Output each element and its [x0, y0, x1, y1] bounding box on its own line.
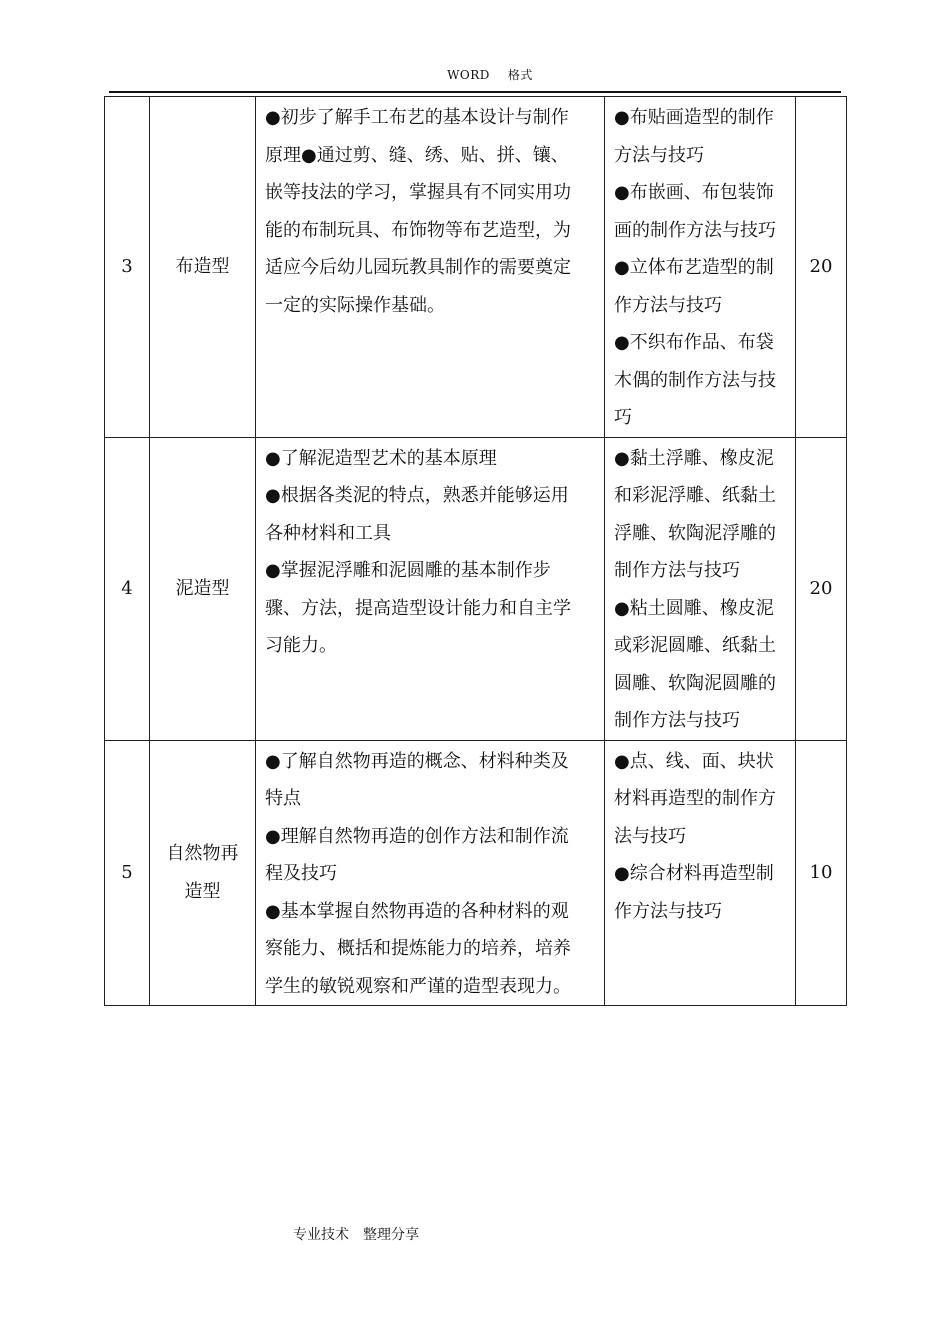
content-line: 制作方法与技巧 [614, 710, 740, 731]
goal-line: 原理●通过剪、缝、绣、贴、拼、镶、 [265, 144, 569, 166]
teaching-goals [256, 740, 605, 1006]
goal-line: ●初步了解手工布艺的基本设计与制作 [265, 107, 569, 128]
goal-line: ●基本掌握自然物再造的各种材料的观 [265, 900, 569, 922]
content-line: 作方法与技巧 [614, 294, 722, 316]
page-footer [293, 1224, 419, 1244]
content-line: 作方法与技巧 [614, 900, 722, 922]
goal-line: 一定的实际操作基础。 [265, 294, 445, 316]
goal-line: ●理解自然物再造的创作方法和制作流 [265, 825, 569, 847]
unit-name-line: 泥造型 [175, 577, 230, 599]
teaching-goals [256, 97, 605, 438]
goal-line: ●了解泥造型艺术的基本原理 [265, 447, 497, 469]
content-line: ●粘土圆雕、橡皮泥 [614, 597, 774, 619]
footer-right: 整理分享 [363, 1227, 419, 1243]
teaching-content [605, 740, 796, 1006]
content-line: 方法与技巧 [614, 144, 704, 166]
content-line: 制作方法与技巧 [614, 560, 740, 581]
goal-line: ●根据各类泥的特点，熟悉并能够运用 [265, 485, 569, 506]
header-format: 格式 [507, 68, 533, 82]
content-line: 和彩泥浮雕、纸黏土 [614, 485, 776, 506]
unit-name [150, 740, 256, 1006]
unit-name-line: 造型 [184, 880, 221, 902]
footer-left: 专业技术 [293, 1227, 349, 1243]
row-number: 3 [105, 97, 150, 438]
content-line: 浮雕、软陶泥浮雕的 [614, 522, 776, 544]
goal-line: 习能力。 [265, 635, 337, 656]
unit-name [150, 437, 256, 740]
class-hours: 20 [796, 97, 847, 438]
content-line: 材料再造型的制作方 [614, 788, 776, 809]
goal-line: ●掌握泥浮雕和泥圆雕的基本制作步 [265, 560, 551, 581]
content-line: 木偶的制作方法与技 [614, 369, 776, 391]
content-line: ●布嵌画、布包装饰 [614, 182, 774, 203]
content-line: 圆雕、软陶泥圆雕的 [614, 672, 776, 694]
table-row [105, 740, 847, 1006]
goal-line: 学生的敏锐观察和严谨的造型表现力。 [265, 975, 571, 997]
goal-line: 嵌等技法的学习，掌握具有不同实用功 [265, 182, 571, 203]
content-line: ●点、线、面、块状 [614, 750, 774, 772]
goal-line: 能的布制玩具、布饰物等布艺造型，为 [265, 219, 571, 241]
row-number: 5 [105, 740, 150, 1006]
content-line: ●布贴画造型的制作 [614, 107, 774, 128]
content-line: 或彩泥圆雕、纸黏土 [614, 635, 776, 656]
goal-line: 各种材料和工具 [265, 522, 391, 544]
unit-name-line: 布造型 [175, 256, 230, 277]
goal-line: ●了解自然物再造的概念、材料种类及 [265, 750, 569, 772]
page-header [0, 66, 950, 83]
header-word: WORD [447, 68, 490, 82]
teaching-content [605, 97, 796, 438]
content-line: ●不织布作品、布袋 [614, 332, 774, 353]
content-line: ●立体布艺造型的制 [614, 257, 774, 278]
content-line: ●黏土浮雕、橡皮泥 [614, 447, 774, 469]
teaching-goals [256, 437, 605, 740]
goal-line: 察能力、概括和提炼能力的培养，培养 [265, 938, 571, 959]
goal-line: 适应今后幼儿园玩教具制作的需要奠定 [265, 257, 571, 278]
row-number: 4 [105, 437, 150, 740]
table-row [105, 97, 847, 438]
content-line: 巧 [614, 407, 632, 428]
goal-line: 特点 [265, 788, 301, 809]
header-rule [109, 91, 841, 93]
content-line: 法与技巧 [614, 825, 686, 847]
class-hours: 10 [796, 740, 847, 1006]
table-row [105, 437, 847, 740]
goal-line: 程及技巧 [265, 863, 337, 884]
unit-name-line: 自然物再 [166, 843, 239, 865]
course-table [104, 96, 847, 1006]
class-hours: 20 [796, 437, 847, 740]
unit-name [150, 97, 256, 438]
content-line: ●综合材料再造型制 [614, 863, 774, 884]
content-line: 画的制作方法与技巧 [614, 219, 776, 241]
goal-line: 骤、方法，提高造型设计能力和自主学 [265, 597, 571, 619]
teaching-content [605, 437, 796, 740]
